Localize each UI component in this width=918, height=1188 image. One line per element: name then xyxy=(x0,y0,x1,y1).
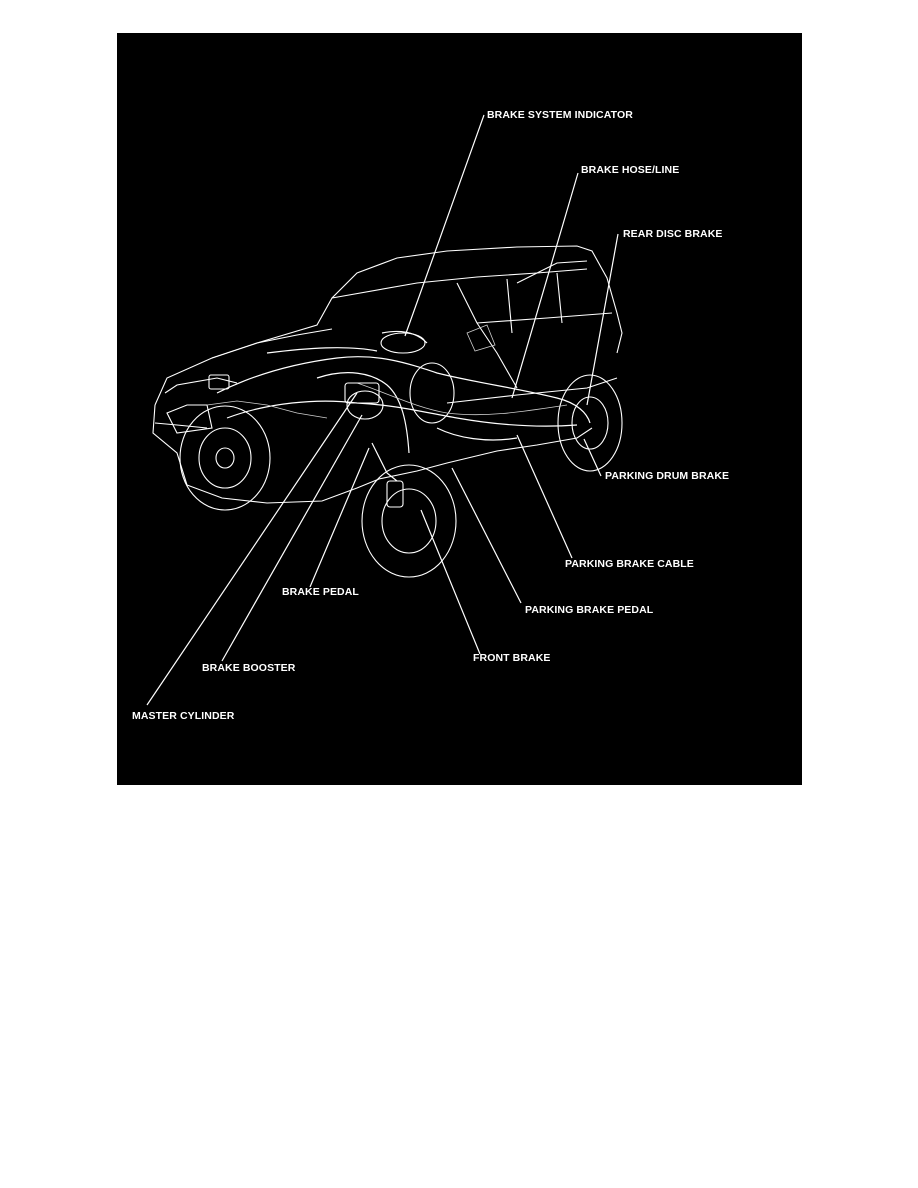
brake-system-diagram xyxy=(117,33,802,785)
brake-indicator-housing xyxy=(381,333,425,353)
parking-brake-cable-shape xyxy=(437,428,517,440)
brake-pedal-shape xyxy=(372,443,397,481)
rear-left-wheel xyxy=(410,363,454,423)
front-left-wheel xyxy=(180,406,270,510)
label-brake-system-indicator: BRAKE SYSTEM INDICATOR xyxy=(487,109,633,121)
label-parking-drum-brake: PARKING DRUM BRAKE xyxy=(605,470,730,482)
wheels xyxy=(180,363,622,577)
label-brake-hose-line: BRAKE HOSE/LINE xyxy=(581,164,680,176)
label-master-cylinder: MASTER CYLINDER xyxy=(132,710,235,722)
leader-lines xyxy=(147,115,618,705)
label-front-brake: FRONT BRAKE xyxy=(473,652,551,664)
label-brake-booster: BRAKE BOOSTER xyxy=(202,662,296,674)
brake-lines xyxy=(207,331,590,481)
label-rear-disc-brake: REAR DISC BRAKE xyxy=(623,228,723,240)
label-brake-pedal: BRAKE PEDAL xyxy=(282,586,359,598)
label-parking-brake-cable: PARKING BRAKE CABLE xyxy=(565,558,694,570)
label-parking-brake-pedal: PARKING BRAKE PEDAL xyxy=(525,604,654,616)
